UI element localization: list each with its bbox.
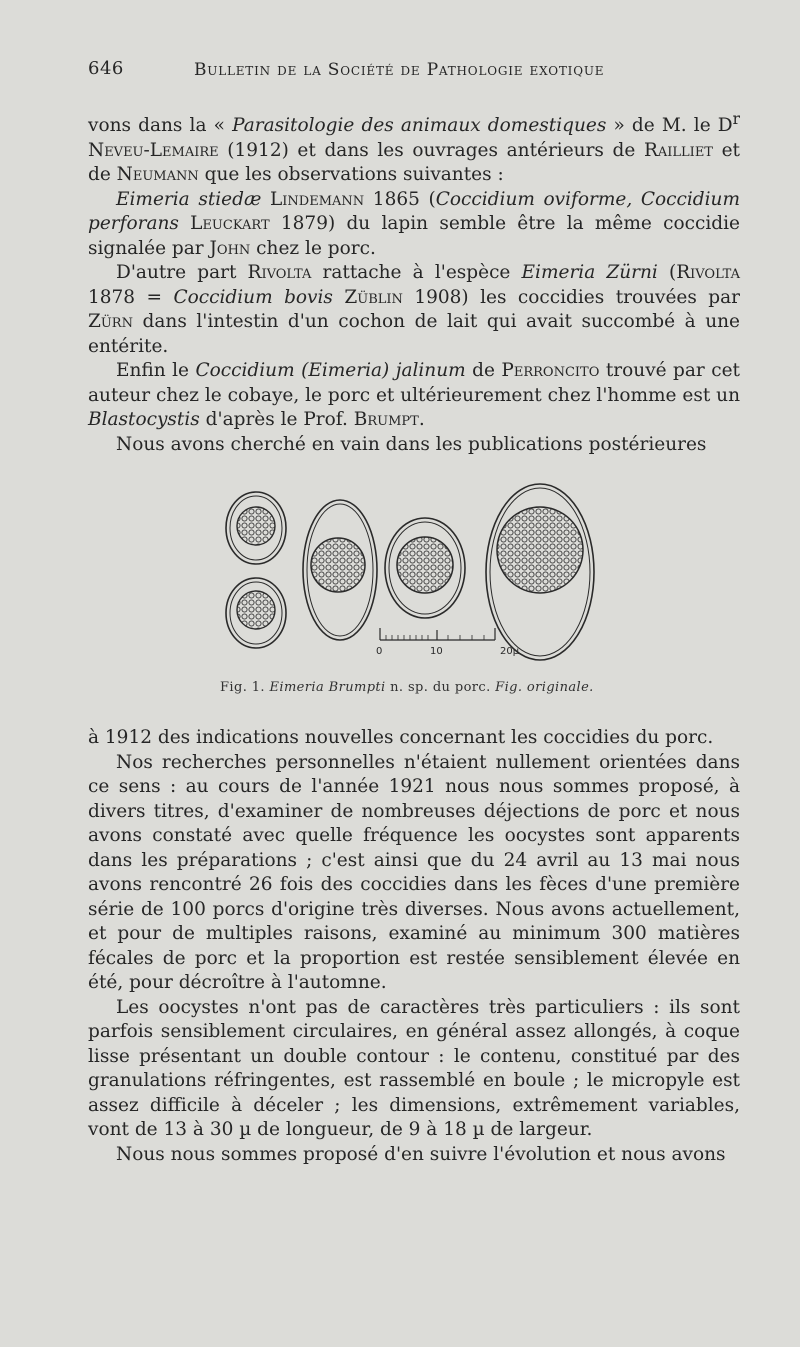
oocyst-small-bottom (226, 578, 286, 648)
species-name: Coccidium bovis (173, 286, 333, 308)
text-run: Enfin le (116, 360, 196, 382)
caption-text: n. sp. du porc. (385, 680, 496, 695)
text-run: vons dans la « (88, 115, 233, 137)
author-name: Neumann (116, 164, 199, 186)
text-run: . (418, 409, 425, 431)
caption-species: Eimeria Brumpti (269, 680, 386, 695)
scale-label-20: 20µ (500, 646, 520, 657)
page-number: 646 (88, 58, 124, 79)
author-name: Brumpt (353, 409, 419, 431)
scale-bar (376, 628, 520, 657)
oocyst-illustration (220, 480, 600, 680)
author-name: Zürn (88, 311, 133, 333)
figure-caption (220, 680, 700, 695)
text-run: 1908) les coccidies trouvées par (402, 286, 741, 308)
oocyst-large (486, 484, 594, 660)
text-run: 1865 ( (364, 188, 436, 210)
text-run: de (465, 360, 502, 382)
paragraph (88, 261, 740, 359)
paragraph: Nos recherches personnelles n'étaient nullement orientées dans ce sens : au cours de l'année 1921 nous nous sommes proposé, à divers titres, d'examiner de nombreuses déjections de porc et nous avons constaté avec quelle fréquence les oocystes sont apparents dans les préparations ; c'est ainsi que du 24 avril au 13 mai nous avons rencontré 26 fois des coccidies dans les fèces d'une première série de 100 porcs d'origine très diverses. Nous avons actuellement, et pour de multiples raisons, examiné au minimum 300 matières fécales de porc et la proportion est restée sensiblement élevée en été, pour décroître à l'automne. (88, 751, 740, 993)
text-run: 1878 = (88, 286, 174, 308)
oocyst-oval-medium (303, 500, 377, 640)
text-block-top (88, 107, 740, 457)
text-run: ( (657, 262, 677, 284)
paragraph (88, 359, 740, 433)
caption-prefix: Fig. 1. (220, 680, 270, 695)
scale-label-10: 10 (430, 646, 443, 657)
text-run: trouvé par cet auteur chez le cobaye, le porc et ultérieurement chez l'homme est un (88, 360, 740, 406)
figure-oocysts (220, 480, 600, 680)
paragraph (88, 107, 740, 188)
text-block-bottom (88, 726, 740, 1167)
text-run: chez le porc. (250, 237, 376, 259)
author-name: Lindemann (261, 188, 365, 210)
author-name: Rivolta (676, 262, 741, 284)
text-run: » de M. le D (606, 115, 733, 137)
text-run: (1912) et dans les ouvrages antérieurs de (218, 139, 644, 161)
author-name: Perroncito (501, 360, 600, 382)
species-name: Eimeria stiedæ (116, 188, 262, 210)
paragraph: Les oocystes n'ont pas de caractères très particuliers : ils sont parfois sensiblement circulaires, en général assez allongés, à coque lisse présentant un double contour : le contenu, constitué par des granulations réfringentes, est rassemblé en boule ; le micropyle est assez difficile à déceler ; les dimensions, extrêmement variables, vont de 13 à 30 µ de longueur, de 9 à 18 µ de largeur. (88, 996, 740, 1140)
author-name: John (209, 237, 251, 259)
caption-source: Fig. originale. (495, 680, 594, 695)
paragraph: Nous avons cherché en vain dans les publications postérieures (116, 433, 707, 455)
species-name: Eimeria Zürni (521, 262, 658, 284)
paragraph (88, 188, 740, 262)
author-name: Leuckart (178, 213, 270, 235)
species-name: Blastocystis (88, 409, 200, 431)
author-name: Neveu-Lemaire (88, 139, 219, 161)
running-title: Bulletin de la Société de Pathologie exotique (194, 60, 605, 80)
text-run: D'autre part (116, 262, 248, 284)
text-run: et de (88, 139, 740, 186)
running-header (88, 56, 648, 88)
text-run: 1879) du lapin semble être la même coccidie signalée par (88, 213, 740, 259)
author-name: Railliet (643, 139, 713, 161)
author-name: Rivolta (247, 262, 312, 284)
text-run: d'après le Prof. (199, 409, 354, 431)
paragraph: à 1912 des indications nouvelles concernant les coccidies du porc. (88, 727, 714, 748)
oocyst-round (385, 518, 465, 618)
author-name: Züblin (332, 286, 403, 308)
text-run: rattache à l'espèce (311, 262, 522, 284)
species-name: Coccidium (Eimeria) jalinum (195, 360, 466, 382)
paragraph: Nous nous sommes proposé d'en suivre l'évolution et nous avons (116, 1143, 726, 1165)
oocyst-small-top (226, 492, 286, 564)
species-name: Coccidium oviforme, Coccidium perforans (88, 188, 741, 235)
text-run: que les observations suivantes : (198, 164, 504, 186)
scale-label-0: 0 (376, 646, 383, 657)
superscript: r (732, 110, 740, 128)
italic-title: Parasitologie des animaux domestiques (232, 115, 607, 137)
text-run: dans l'intestin d'un cochon de lait qui avait succombé à une entérite. (88, 311, 740, 357)
